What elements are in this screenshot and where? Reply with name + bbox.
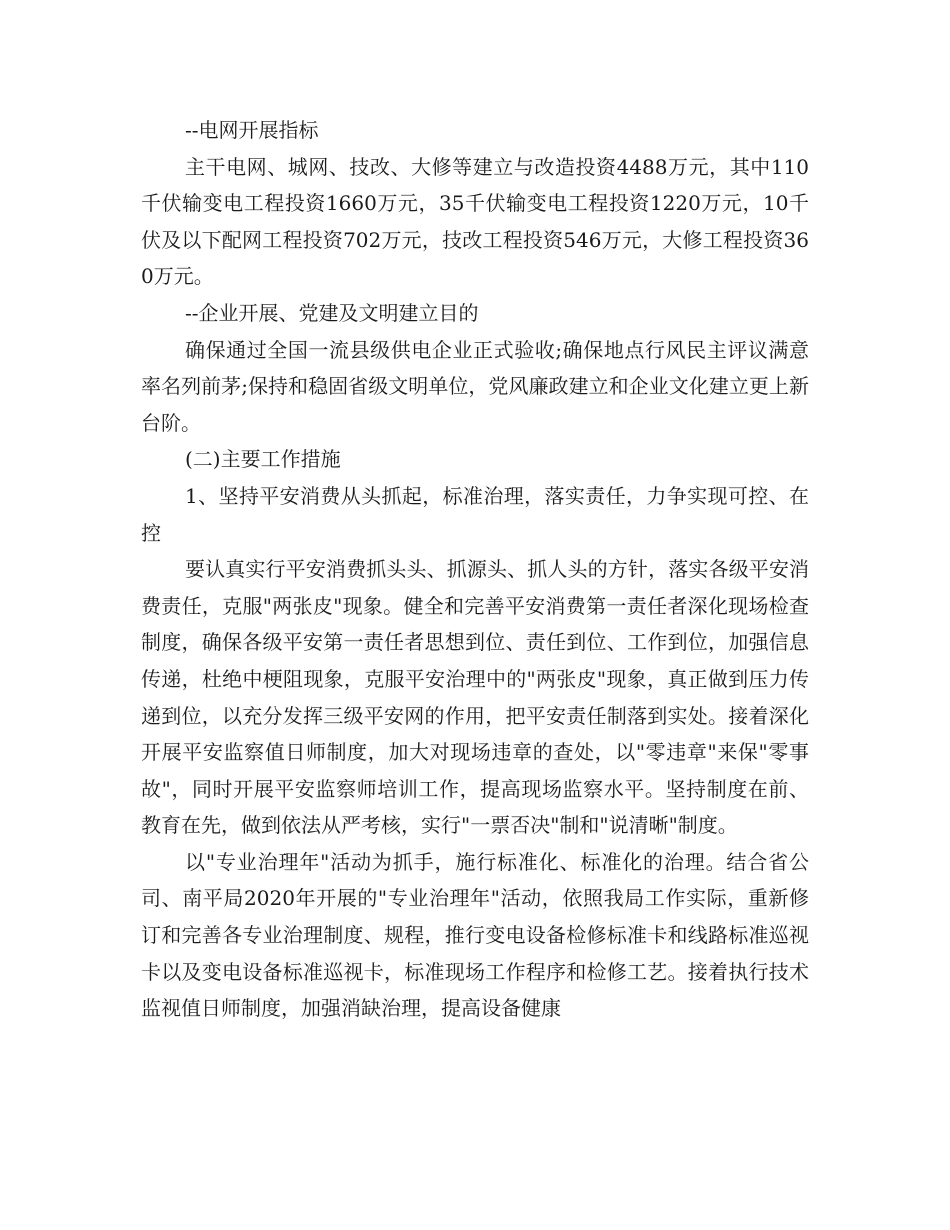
heading-main-measures: (二)主要工作措施 (185, 447, 341, 472)
paragraph-safety-responsibility: 要认真实行平安消费抓头头、抓源头、抓人头的方针，落实各级平安消费责任，克服"两张皮"现象。健全和完善平安消费第一责任者深化现场检查制度，确保各级平安第一责任者思想到位、责任到位、工作到位，加强信息传递，杜绝中梗阻现象，克服平安治理中的"两张皮"现象，真正做到压力传递到位，以充分发挥三级平安网的作用，把平安责任制落到实处。接着深化开展平安监察值日师制度，加大对现场违章的查处，以"零违章"来保"零事故"，同时开展平安监察师培训工作，提高现场监察水平。坚持制度在前、教育在先，做到依法从严考核，实行"一票否决"制和"说清晰"制度。 (141, 557, 809, 838)
paragraph-investment: 主干电网、城网、技改、大修等建立与改造投资4488万元，其中110千伏输变电工程投资1660万元，35千伏输变电工程投资1220万元，10千伏及以下配网工程投资702万元，技改工程投资546万元，大修工程投资360万元。 (141, 154, 809, 289)
document-body (141, 112, 809, 1027)
paragraph-goals: 确保通过全国一流县级供电企业正式验收;确保地点行风民主评议满意率名列前茅;保持和稳固省级文明单位，党风廉政建立和企业文化建立更上新台阶。 (141, 337, 809, 435)
heading-grid-targets: --电网开展指标 (185, 118, 319, 142)
paragraph-professional-management: 以"专业治理年"活动为抓手，施行标准化、标准化的治理。结合省公司、南平局2020年开展的"专业治理年"活动，依照我局工作实际，重新修订和完善各专业治理制度、规程，推行变电设备检修标准卡和线路标准巡视卡以及变电设备标准巡视卡，标准现场工作程序和检修工艺。接着执行技术监视值日师制度，加强消缺治理，提高设备健康 (141, 849, 809, 1021)
heading-safety-production: 1、坚持平安消费从头抓起，标准治理，落实责任，力争实现可控、在控 (141, 483, 809, 545)
heading-enterprise-goals: --企业开展、党建及文明建立目的 (185, 300, 479, 325)
